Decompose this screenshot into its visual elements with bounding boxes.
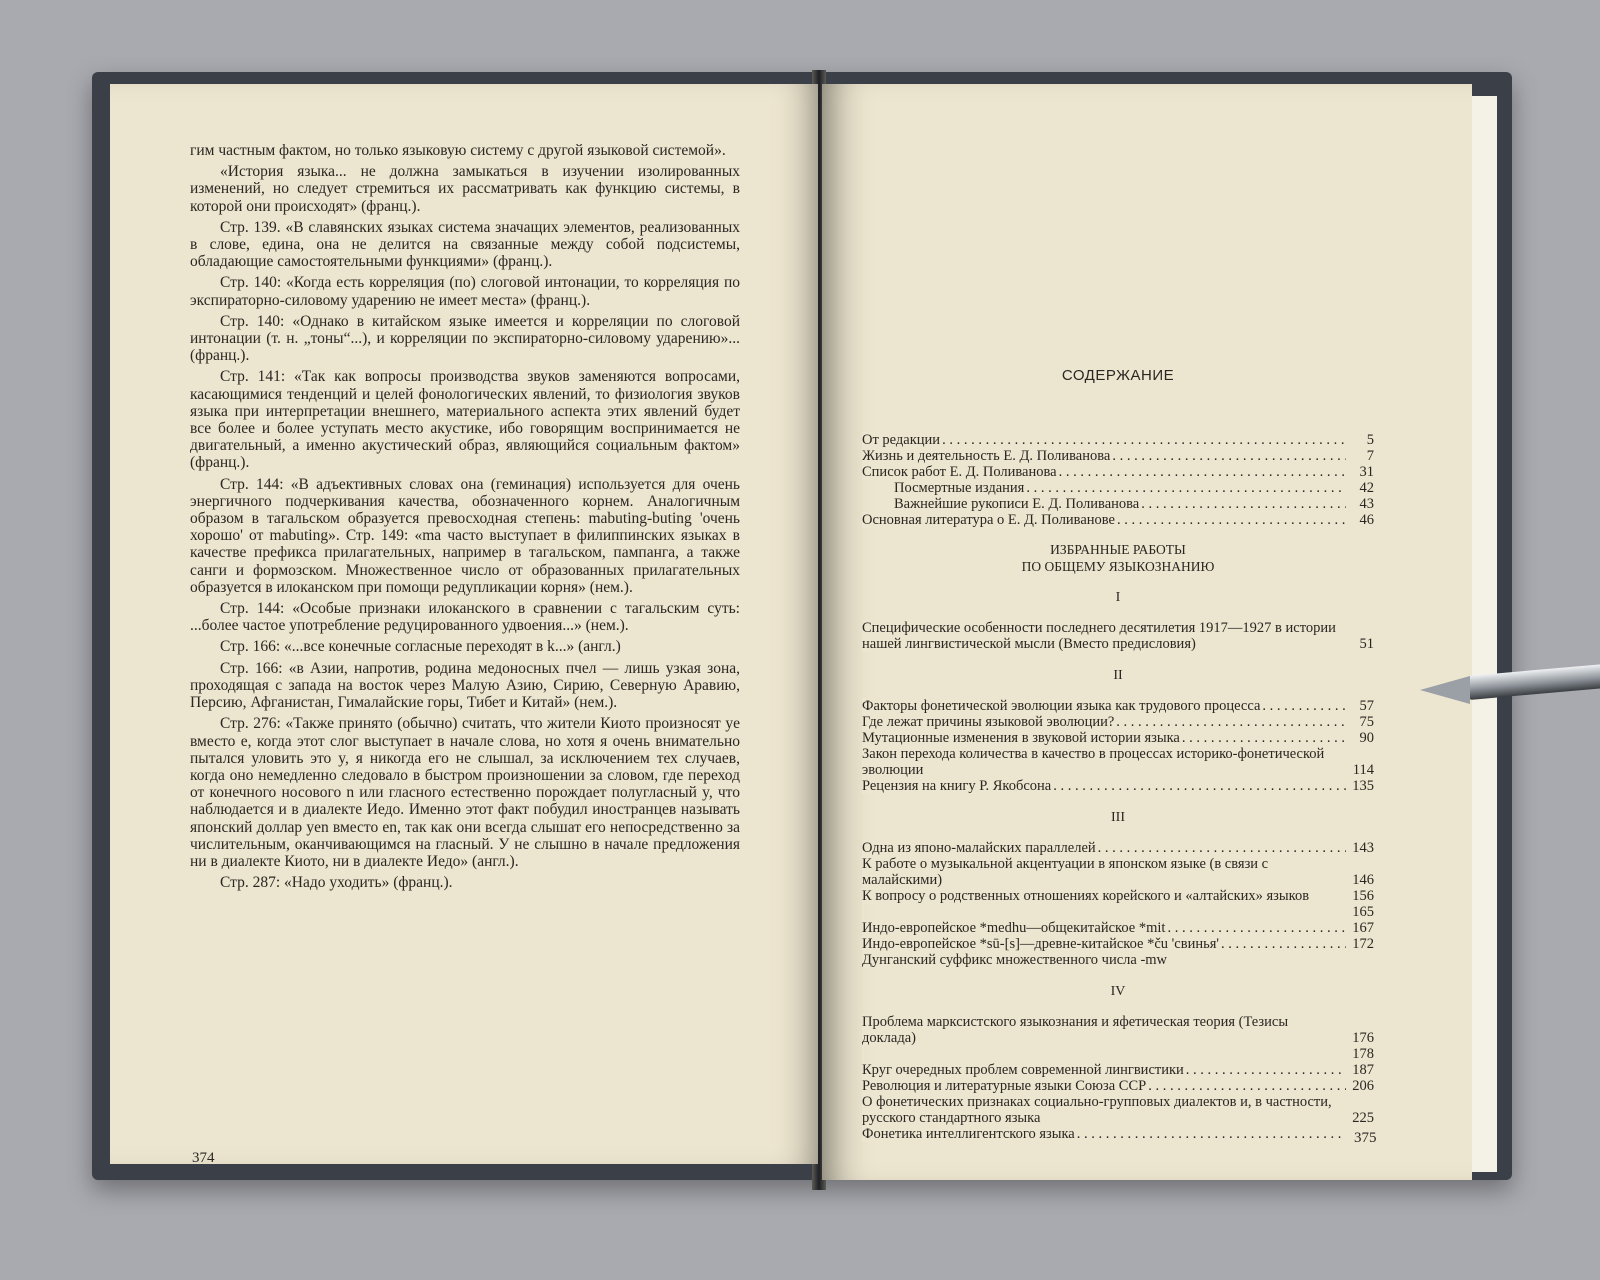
paragraph: Стр. 144: «Особые признаки илоканского в сравнении с тагальским суть: ...более частое употребление редуцированного удвоения...» (нем.). bbox=[190, 600, 740, 635]
paragraph: Стр. 140: «Когда есть корреляция (по) слоговой интонации, то корреляция по экспираторно-силовому ударению не имеет места» (франц.). bbox=[190, 274, 740, 309]
toc-entry: Где лежат причины языковой эволюции? . . . 75 bbox=[862, 714, 1374, 730]
toc-entry: Закон перехода количества в качество в процессах историко-фонетической эволюции 114 bbox=[862, 746, 1374, 778]
toc-part-heading: ИЗБРАННЫЕ РАБОТЫ bbox=[1050, 542, 1186, 557]
table-of-contents bbox=[862, 368, 1374, 1142]
paragraph: Стр. 144: «В адъективных словах она (геминация) используется для очень энергичного подчеркивания качества, обозначенного корнем. Аналогичным образом в тагальском образуется превосходная степень: mabuting-buting 'очень хорошо' от mabuting». Стр. 149: «ma часто выступает в филиппинских языках в качестве префикса прилагательных, например в тагальском, пампанга, а также санги и формозском. Множественное число от образованных прилагательных образуется в илоканском при помощи редупликации корня» (нем.). bbox=[190, 475, 740, 596]
toc-entry: К вопросу о родственных отношениях корейского и «алтайских» языков 156 bbox=[862, 888, 1374, 904]
toc-entry: О фонетических признаках социально-групповых диалектов и, в частности, русского стандартного языка 225 bbox=[862, 1094, 1374, 1126]
toc-entry: К работе о музыкальной акцентуации в японском языке (в связи с малайскими) 146 bbox=[862, 856, 1374, 888]
toc-entry: Жизнь и деятельность Е. Д. Поливанова . . . 7 bbox=[862, 448, 1374, 464]
right-page bbox=[822, 84, 1472, 1180]
paragraph: Стр. 141: «Так как вопросы производства звуков заменяются вопросами, касающимися тенденций и целей фонологических явлений, то физиология звуков языка при интерпретации внешнего, материального аспекта этих явлений будет все более и более уступать место акустике, ибо говорящим воспринимается не двигательный, а именно акустический образ, являющийся социальным фактом» (франц.). bbox=[190, 368, 740, 472]
toc-entry: Факторы фонетической эволюции языка как трудового процесса . . . 57 bbox=[862, 698, 1374, 714]
right-page-number: 375 bbox=[1354, 1130, 1377, 1146]
left-page-text bbox=[190, 142, 740, 895]
toc-entry: Индо-европейское *sū-[s]—древне-китайское *ču 'свинья' . . . 172 bbox=[862, 936, 1374, 952]
toc-part-heading: ПО ОБЩЕМУ ЯЗЫКОЗНАНИЮ bbox=[1021, 559, 1215, 574]
toc-entry: Посмертные издания . . . 42 bbox=[862, 480, 1374, 496]
left-page bbox=[110, 84, 818, 1164]
toc-entry: Мутационные изменения в звуковой истории языка . . . 90 bbox=[862, 730, 1374, 746]
toc-entry: Революция и литературные языки Союза ССР . . . 206 bbox=[862, 1078, 1374, 1094]
toc-entry: Специфические особенности последнего десятилетия 1917—1927 в истории нашей лингвистической мысли (Вместо предисловия) 51 bbox=[862, 620, 1374, 652]
paragraph: гим частным фактом, но только языковую систему с другой языковой системой». bbox=[190, 142, 726, 159]
toc-entry: 165 bbox=[862, 904, 1374, 920]
paragraph: Стр. 140: «Однако в китайском языке имеется и корреляции по слоговой интонации (т. н. „тоны“...), и корреляции по экспираторно-силовому ударению»... (франц.). bbox=[190, 312, 740, 365]
toc-entry: Основная литература о Е. Д. Поливанове . . . 46 bbox=[862, 512, 1374, 528]
toc-entry: Фонетика интеллигентского языка . . . bbox=[862, 1126, 1374, 1142]
paragraph: Стр. 287: «Надо уходить» (франц.). bbox=[220, 874, 453, 892]
toc-entry: Одна из японо-малайских параллелей . . . 143 bbox=[862, 840, 1374, 856]
toc-entry: Рецензия на книгу Р. Якобсона . . . 135 bbox=[862, 778, 1374, 794]
toc-section-number: III bbox=[1111, 810, 1125, 825]
toc-title: СОДЕРЖАНИЕ bbox=[1061, 367, 1175, 384]
toc-section-number: IV bbox=[1110, 984, 1126, 999]
toc-section-number: I bbox=[1115, 590, 1121, 605]
toc-entry: Проблема марксистского языкознания и яфетическая теория (Тезисы доклада) 176 bbox=[862, 1014, 1374, 1046]
pen-tip-icon bbox=[1420, 676, 1470, 704]
toc-entry: 178 bbox=[862, 1046, 1374, 1062]
paragraph: Стр. 166: «в Азии, напротив, родина медоносных пчел — лишь узкая зона, проходящая с запада на восток через Малую Азию, Сирию, Северную Аравию, Персию, Афганистан, Гималайские горы, Тибет и Китай» (нем.). bbox=[190, 659, 740, 712]
paragraph: Стр. 276: «Также принято (обычно) считать, что жители Киото произносят ye вместо e, когда этот слог выступает в начале слова, но хотя я очень внимательно пытался уловить это y, я никогда его не слышал, за исключением тех случаев, когда оно немедленно следовало в быстром произношении за словом, где переход от конечного носового n или гласного естественно порождает полугласный y, что наблюдается и в диалекте Иедо. Именно этот факт побудил иностранцев называть японский доллар yen вместо en, так как они всегда слышат его непосредственно за числительным, оканчивающимся на гласный. У не слышно в начале предложения ни в диалекте Киото, ни в диалекте Иедо» (англ.). bbox=[190, 715, 740, 870]
toc-entry: Круг очередных проблем современной лингвистики . . . 187 bbox=[862, 1062, 1374, 1078]
toc-entry: Список работ Е. Д. Поливанова . . . 31 bbox=[862, 464, 1374, 480]
paragraph: Стр. 139. «В славянских языках система значащих элементов, реализованных в слове, едина, она не делится на связанные между собой подсистемы, обладающие самостоятельными функциями» (франц.). bbox=[190, 218, 740, 271]
paragraph: Стр. 166: «...все конечные согласные переходят в k...» (англ.) bbox=[220, 638, 621, 656]
toc-section-number: II bbox=[1113, 668, 1123, 683]
toc-entry: Индо-европейское *medhu—общекитайское *mit . . . 167 bbox=[862, 920, 1374, 936]
paragraph: «История языка... не должна замыкаться в изучении изолированных изменений, но следует стремиться их рассматривать как функцию системы, в которой они происходят» (франц.). bbox=[190, 163, 740, 215]
toc-entry: Дунганский суффикс множественного числа -mw bbox=[862, 952, 1168, 968]
toc-entry: Важнейшие рукописи Е. Д. Поливанова . . . 43 bbox=[862, 496, 1374, 512]
left-page-number: 374 bbox=[192, 1150, 215, 1166]
toc-entry: От редакции . . . 5 bbox=[862, 432, 1374, 448]
